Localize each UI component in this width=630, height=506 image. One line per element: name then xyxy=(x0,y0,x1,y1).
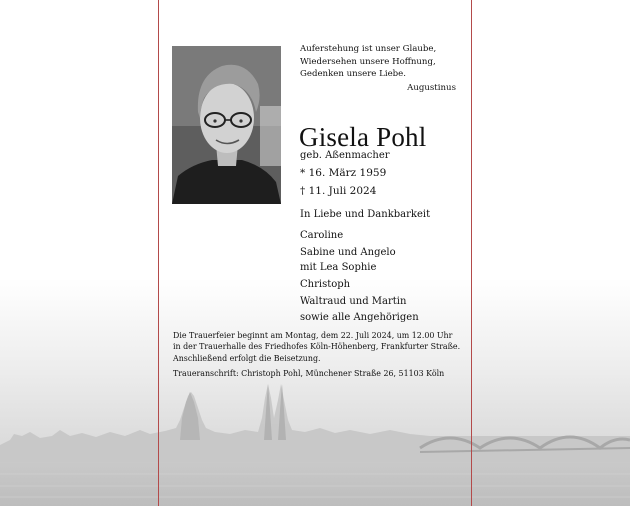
quote-line: Gedenken unsere Liebe. xyxy=(300,69,406,79)
birth-name: geb. Aßenmacher xyxy=(300,150,390,161)
mourners-intro: In Liebe und Dankbarkeit xyxy=(300,209,431,220)
mourner-name: Christoph xyxy=(300,278,351,290)
quote-line: Auferstehung ist unser Glaube, xyxy=(300,44,437,54)
death-date: † 11. Juli 2024 xyxy=(300,185,377,197)
mourner-name: sowie alle Angehörigen xyxy=(300,312,419,324)
ceremony-line: Anschließend erfolgt die Beisetzung. xyxy=(173,353,321,363)
ceremony-line: in der Trauerhalle des Friedhofes Köln-Höhenberg, Frankfurter Straße. xyxy=(173,342,461,352)
mourning-address: Traueranschrift: Christoph Pohl, Münchener Straße 26, 51103 Köln xyxy=(173,369,445,378)
quote-block xyxy=(300,43,460,94)
birth-date: * 16. März 1959 xyxy=(300,167,387,179)
quote-author: Augustinus xyxy=(407,82,456,93)
mourners-list xyxy=(300,228,419,326)
mourner-name: Waltraud und Martin xyxy=(300,295,407,307)
quote-line: Wiedersehen unsere Hoffnung, xyxy=(300,56,436,67)
deceased-name: Gisela Pohl xyxy=(299,122,427,152)
ceremony-line: Die Trauerfeier beginnt am Montag, dem 22. Juli 2024, um 12.00 Uhr xyxy=(173,331,453,340)
left-divider-line xyxy=(158,0,159,506)
portrait-photo xyxy=(172,46,281,204)
mourner-name: mit Lea Sophie xyxy=(300,262,377,274)
mourner-name: Sabine und Angelo xyxy=(300,246,396,258)
mourner-name: Caroline xyxy=(300,230,344,241)
right-divider-line xyxy=(471,0,472,506)
ceremony-info xyxy=(173,330,465,364)
